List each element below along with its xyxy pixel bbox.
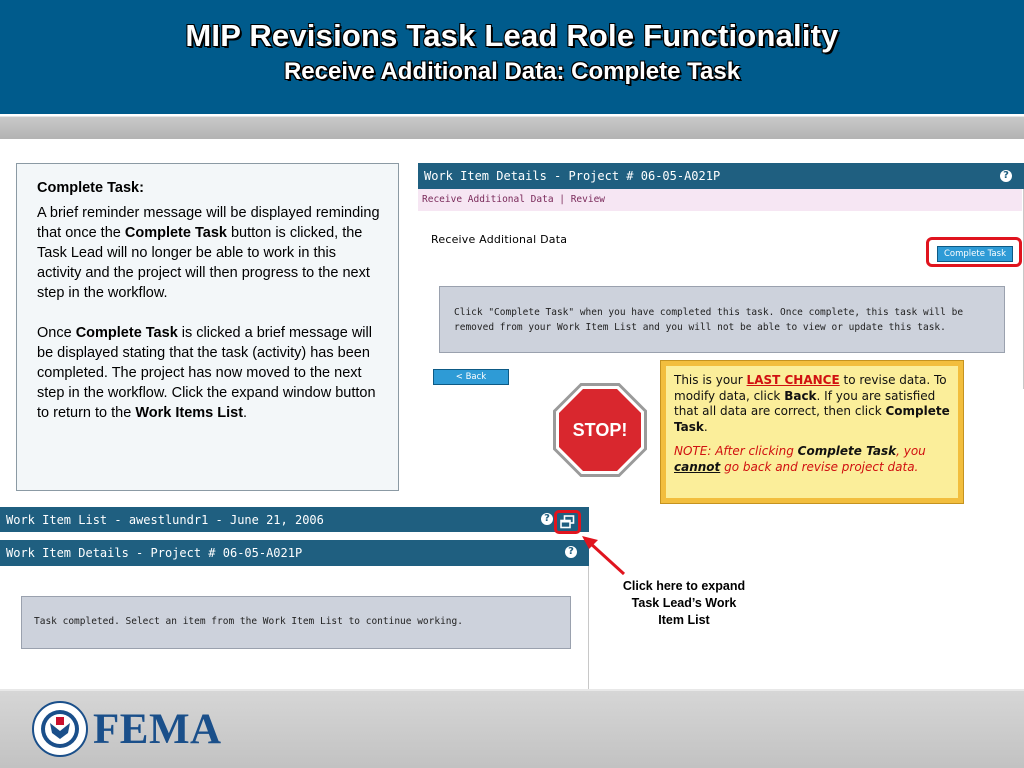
help-icon[interactable]: ? [565,546,577,558]
last-chance-note: NOTE: After clicking Complete Task, you cannot go back and revise project data. [674,444,926,474]
last-chance-text: This is your LAST CHANCE to revise data. To modify data, click Back. If you are satisfied that all data are correct, then click Complete Task. [674,373,950,434]
work-item-details-title: Work Item Details - Project # 06-05-A021P [424,169,721,183]
slide-title: MIP Revisions Task Lead Role Functionality [185,18,839,53]
stop-sign-icon [553,383,647,477]
slide-subtitle: Receive Additional Data: Complete Task [283,58,741,85]
fema-logo: FEMA [93,706,222,753]
highlight-box [926,237,1022,267]
restore-window-icon[interactable] [560,515,575,529]
work-item-list-title: Work Item List - awestlundr1 - June 21, 2006 [6,512,324,527]
help-icon[interactable]: ? [541,513,553,525]
expand-callout-text: Click here to expand Task Lead’s Work Item List [622,579,746,627]
red-arrow-icon [578,530,638,580]
last-chance-warning [661,361,963,503]
section-title: Receive Additional Data [431,233,568,246]
work-item-details-panel-bottom [0,566,589,690]
work-item-details-titlebar-bottom [0,540,589,566]
work-item-list-titlebar [0,507,589,532]
work-item-details-panel-top [418,163,1024,389]
help-icon[interactable]: ? [1000,170,1012,182]
dhs-seal-icon [32,701,88,757]
work-item-details-titlebar [418,163,1024,189]
instruction-paragraph-2: Once Complete Task is clicked a brief message will be displayed stating that the task (activity) has been completed. The project has now moved to the next step in the workflow. Click the expand window button to return to the Work Items List. [37,325,376,421]
highlight-box [554,510,581,534]
complete-task-button[interactable]: Complete Task [937,246,1013,262]
instruction-heading: Complete Task: [37,180,144,196]
header-divider-band [0,116,1024,139]
instruction-paragraph-1: A brief reminder message will be displayed reminding that once the Complete Task button is clicked, the Task Lead will no longer be able to work in this activity and the project will then progress to the next step in the workflow. [37,205,380,301]
stop-sign-label: STOP! [572,420,628,440]
instruction-box [16,163,399,491]
work-item-details-title: Work Item Details - Project # 06-05-A021P [6,546,303,560]
breadcrumb: Receive Additional Data | Review [418,189,1022,211]
task-completed-message: Task completed. Select an item from the Work Item List to continue working. [21,596,571,649]
complete-task-message: Click "Complete Task" when you have completed this task. Once complete, this task will be removed from your Work Item List and you will not be able to view or update this task. [439,286,1005,353]
back-button[interactable]: < Back [433,369,509,385]
